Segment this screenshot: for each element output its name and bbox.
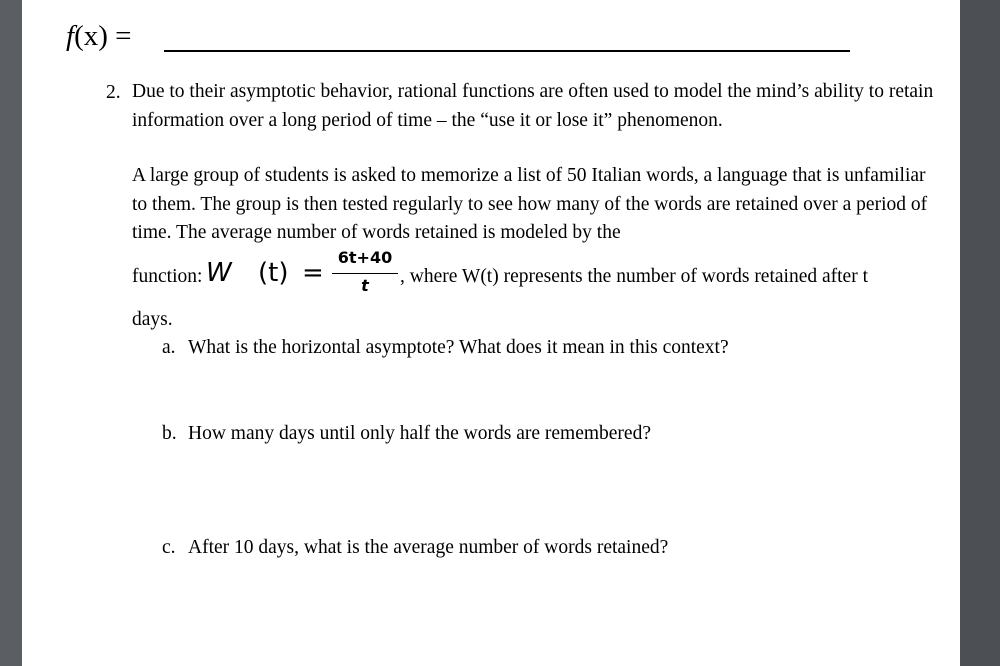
math-equals: = — [302, 258, 324, 288]
fraction-bar — [332, 273, 398, 274]
fraction-denominator: t — [361, 276, 369, 295]
function-definition — [132, 248, 952, 306]
function-argument: (x) = — [74, 20, 132, 52]
problem-number: 2. — [106, 82, 121, 103]
document-page — [22, 0, 960, 666]
function-description: , where W(t) represents the number of words retained after t — [400, 266, 868, 287]
function-label — [66, 16, 131, 56]
question-letter: a. — [162, 337, 176, 358]
question-a — [162, 334, 729, 362]
answer-blank-line — [164, 50, 850, 52]
question-b — [162, 420, 651, 448]
math-function-name: W — [206, 258, 232, 288]
fraction-numerator: 6t+40 — [337, 248, 393, 267]
question-text: How many days until only half the words are remembered? — [188, 423, 651, 444]
viewer-scrollbar-track[interactable] — [960, 0, 1000, 666]
function-name: f — [66, 20, 75, 52]
math-function-argument: (t) — [258, 258, 289, 288]
function-word: function: — [132, 266, 203, 287]
question-c — [162, 534, 668, 562]
question-letter: b. — [162, 423, 177, 444]
days-text: days. — [132, 309, 173, 330]
question-text: What is the horizontal asymptote? What does it mean in this context? — [188, 337, 729, 358]
problem-intro-paragraph: Due to their asymptotic behavior, rational functions are often used to model the mind’s ability to retain information over a long period of time – the “use it or lose it” phenomenon. — [132, 81, 934, 131]
problem-context-paragraph: A large group of students is asked to memorize a list of 50 Italian words, a language that is unfamiliar to them. The group is then tested regularly to see how many of the words are retained over a period of time. The average number of words retained is modeled by the — [132, 165, 928, 243]
question-letter: c. — [162, 537, 176, 558]
question-text: After 10 days, what is the average number of words retained? — [188, 537, 669, 558]
